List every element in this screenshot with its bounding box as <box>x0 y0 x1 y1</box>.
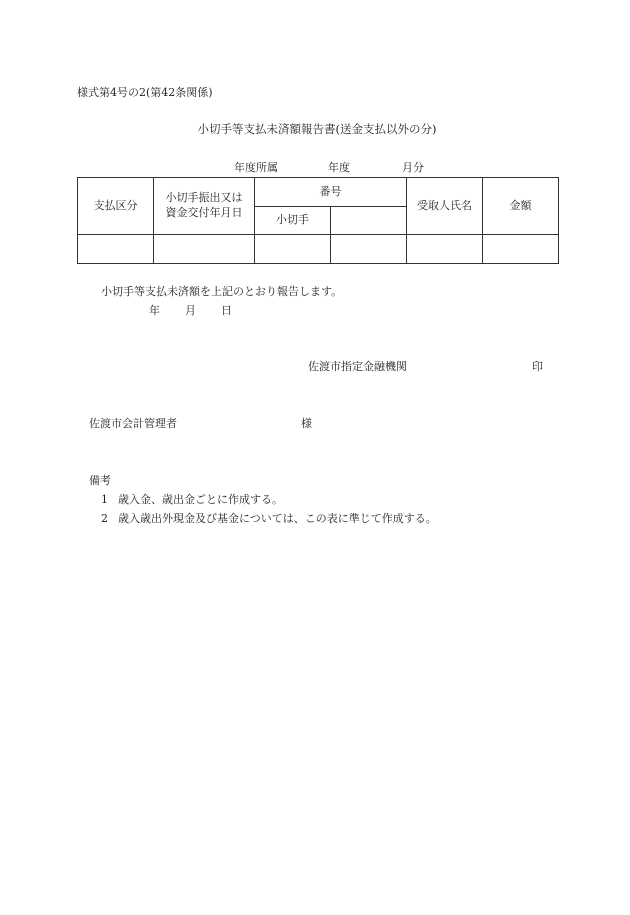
cell-other-number[interactable] <box>331 235 407 264</box>
header-payment-category: 支払区分 <box>78 178 154 235</box>
cell-payee[interactable] <box>407 235 483 264</box>
cell-check-number[interactable] <box>255 235 331 264</box>
remarks-title: 備考 <box>89 474 111 487</box>
header-number: 番号 <box>255 178 407 207</box>
fiscal-year-affiliation-label: 年度所属 <box>234 161 278 174</box>
cell-amount[interactable] <box>483 235 559 264</box>
remarks-item-text: 歳入歳出外現金及び基金については、この表に準じて作成する。 <box>118 512 437 525</box>
subheader-other <box>331 207 407 235</box>
remarks-item-number: 1 <box>101 493 108 506</box>
report-date <box>0 305 630 319</box>
cell-issue-date[interactable] <box>154 235 255 264</box>
table-header-row <box>78 178 559 207</box>
table-row <box>78 235 559 264</box>
date-day-label: 日 <box>221 304 232 317</box>
header-payee: 受取人氏名 <box>407 178 483 235</box>
seal-mark: 印 <box>532 360 543 373</box>
remarks-item <box>101 513 437 524</box>
recipient-label: 佐渡市会計管理者 <box>89 417 177 430</box>
date-year-label: 年 <box>149 304 160 317</box>
form-number: 様式第4号の2(第42条関係) <box>77 86 213 99</box>
fiscal-year-label: 年度 <box>328 161 350 174</box>
document-title: 小切手等支払未済額報告書(送金支払以外の分) <box>197 122 437 136</box>
remarks-item-number: 2 <box>101 512 108 525</box>
header-amount: 金額 <box>483 178 559 235</box>
subheader-check: 小切手 <box>255 207 331 235</box>
period-line <box>0 162 630 176</box>
cell-payment-category[interactable] <box>78 235 154 264</box>
report-statement: 小切手等支払未済額を上記のとおり報告します。 <box>101 285 343 298</box>
date-month-label: 月 <box>185 304 196 317</box>
month-label: 月分 <box>402 161 424 174</box>
report-table <box>77 177 559 264</box>
header-issue-date-line1: 小切手振出又は <box>165 191 243 205</box>
header-issue-date-line2: 資金交付年月日 <box>165 206 243 219</box>
honorific: 様 <box>301 417 312 430</box>
remarks-item <box>101 494 283 505</box>
designated-bank-label: 佐渡市指定金融機関 <box>308 360 407 373</box>
header-issue-date <box>154 178 255 235</box>
remarks-item-text: 歳入金、歳出金ごとに作成する。 <box>118 493 283 506</box>
